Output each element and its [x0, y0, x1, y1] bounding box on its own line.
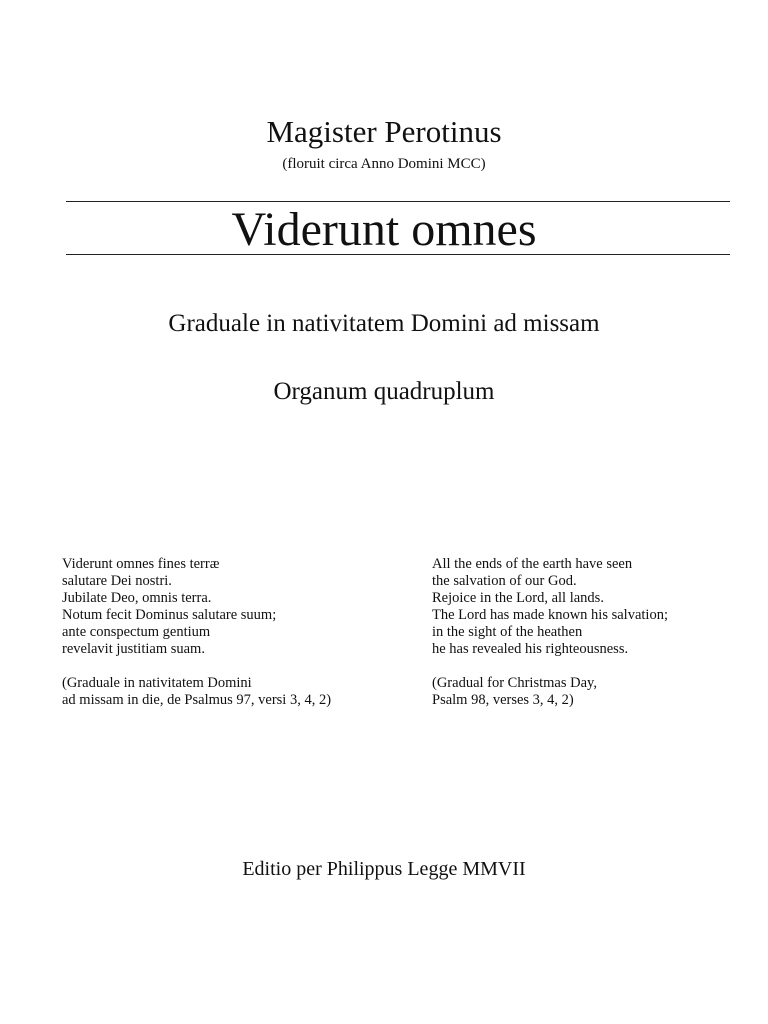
composer-name: Magister Perotinus: [266, 114, 502, 149]
latin-line: revelavit justitiam suam.: [62, 641, 205, 657]
title-rule-bottom: [66, 254, 730, 255]
page-title: Viderunt omnes: [231, 203, 537, 256]
latin-line: ante conspectum gentium: [62, 624, 211, 640]
latin-line: salutare Dei nostri.: [62, 573, 172, 589]
english-source-line: Psalm 98, verses 3, 4, 2): [432, 692, 574, 708]
english-line: he has revealed his righteousness.: [432, 641, 629, 657]
english-line: the salvation of our God.: [432, 573, 577, 589]
english-text-column: [432, 556, 668, 709]
english-source-line: (Gradual for Christmas Day,: [432, 675, 597, 691]
composer-floruit: (floruit circa Anno Domini MCC): [282, 156, 486, 172]
latin-line: Notum fecit Dominus salutare suum;: [62, 607, 277, 623]
edition-credit: Editio per Philippus Legge MMVII: [242, 858, 526, 880]
latin-spacer: [62, 658, 331, 675]
english-line: Rejoice in the Lord, all lands.: [432, 590, 604, 606]
latin-source-line: ad missam in die, de Psalmus 97, versi 3, 4, 2): [62, 692, 332, 708]
english-line: in the sight of the heathen: [432, 624, 583, 640]
latin-line: Viderunt omnes fines terræ: [62, 556, 220, 572]
english-line: All the ends of the earth have seen: [432, 556, 633, 572]
english-line: The Lord has made known his salvation;: [432, 607, 668, 623]
subtitle-organum: Organum quadruplum: [273, 378, 495, 405]
latin-line: Jubilate Deo, omnis terra.: [62, 590, 212, 606]
english-spacer: [432, 658, 668, 675]
subtitle-gradual: Graduale in nativitatem Domini ad missam: [168, 310, 600, 337]
latin-source-line: (Graduale in nativitatem Domini: [62, 675, 252, 691]
latin-text-column: [62, 556, 331, 709]
